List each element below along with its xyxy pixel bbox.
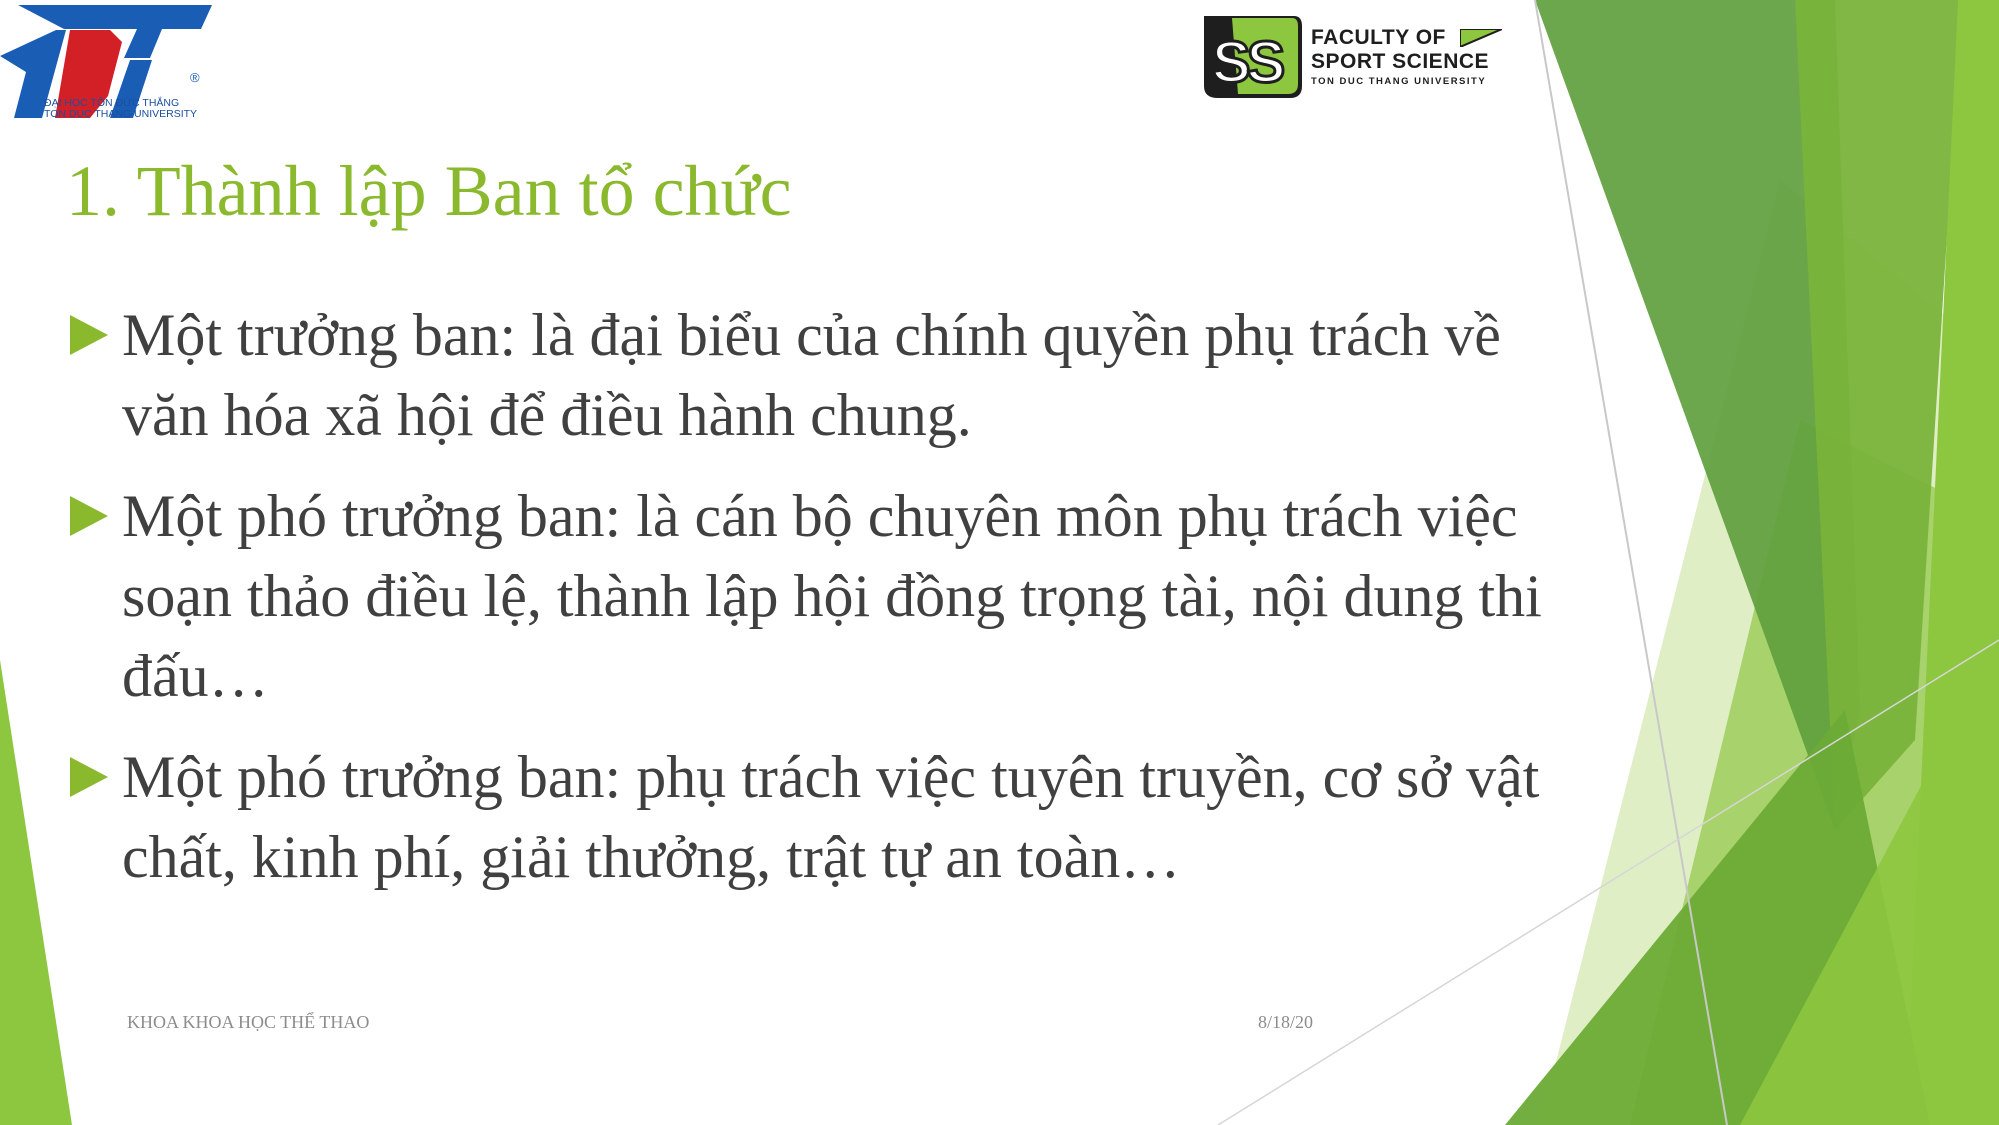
bullet-text: Một phó trưởng ban: là cán bộ chuyên môn phụ trách việc soạn thảo điều lệ, thành lập hội đồng trọng tài, nội dung thi đấu… [122,483,1542,709]
bullet-item [70,737,1570,897]
footer-date: 8/18/20 [1258,1012,1314,1032]
bullet-item [70,476,1570,716]
triangle-bullet-icon [70,496,108,536]
sport-science-logo[interactable] [1198,12,1513,104]
triangle-bullet-icon [70,757,108,797]
faculty-flag-icon [1460,29,1502,47]
slide-title: 1. Thành lập Ban tổ chức [66,151,792,231]
registered-mark: ® [190,70,200,85]
faculty-line-2: SPORT SCIENCE [1311,50,1490,73]
sport-science-mark [1198,12,1308,102]
tdt-name-vietnamese: ĐẠI HỌC TÔN ĐỨC THẮNG [44,97,180,109]
faculty-line-1: FACULTY OF [1311,26,1446,49]
sport-science-mark-letters: SS [1212,30,1282,95]
deco-left-green-triangle [0,660,72,1125]
tdt-name-english: TON DUC THANG UNIVERSITY [44,108,198,120]
bullet-text: Một phó trưởng ban: phụ trách việc tuyên truyền, cơ sở vật chất, kinh phí, giải thưởng, trật tự an toàn… [122,744,1540,890]
tdt-logo[interactable] [0,0,215,122]
footer-faculty-name: KHOA KHOA HỌC THỂ THAO [127,1012,370,1032]
faculty-line-3: TON DUC THANG UNIVERSITY [1311,76,1487,87]
bullet-text: Một trưởng ban: là đại biểu của chính quyền phụ trách về văn hóa xã hội để điều hành chung. [122,302,1501,448]
bullet-list [70,295,1570,918]
triangle-bullet-icon [70,315,108,355]
bullet-item [70,295,1570,455]
